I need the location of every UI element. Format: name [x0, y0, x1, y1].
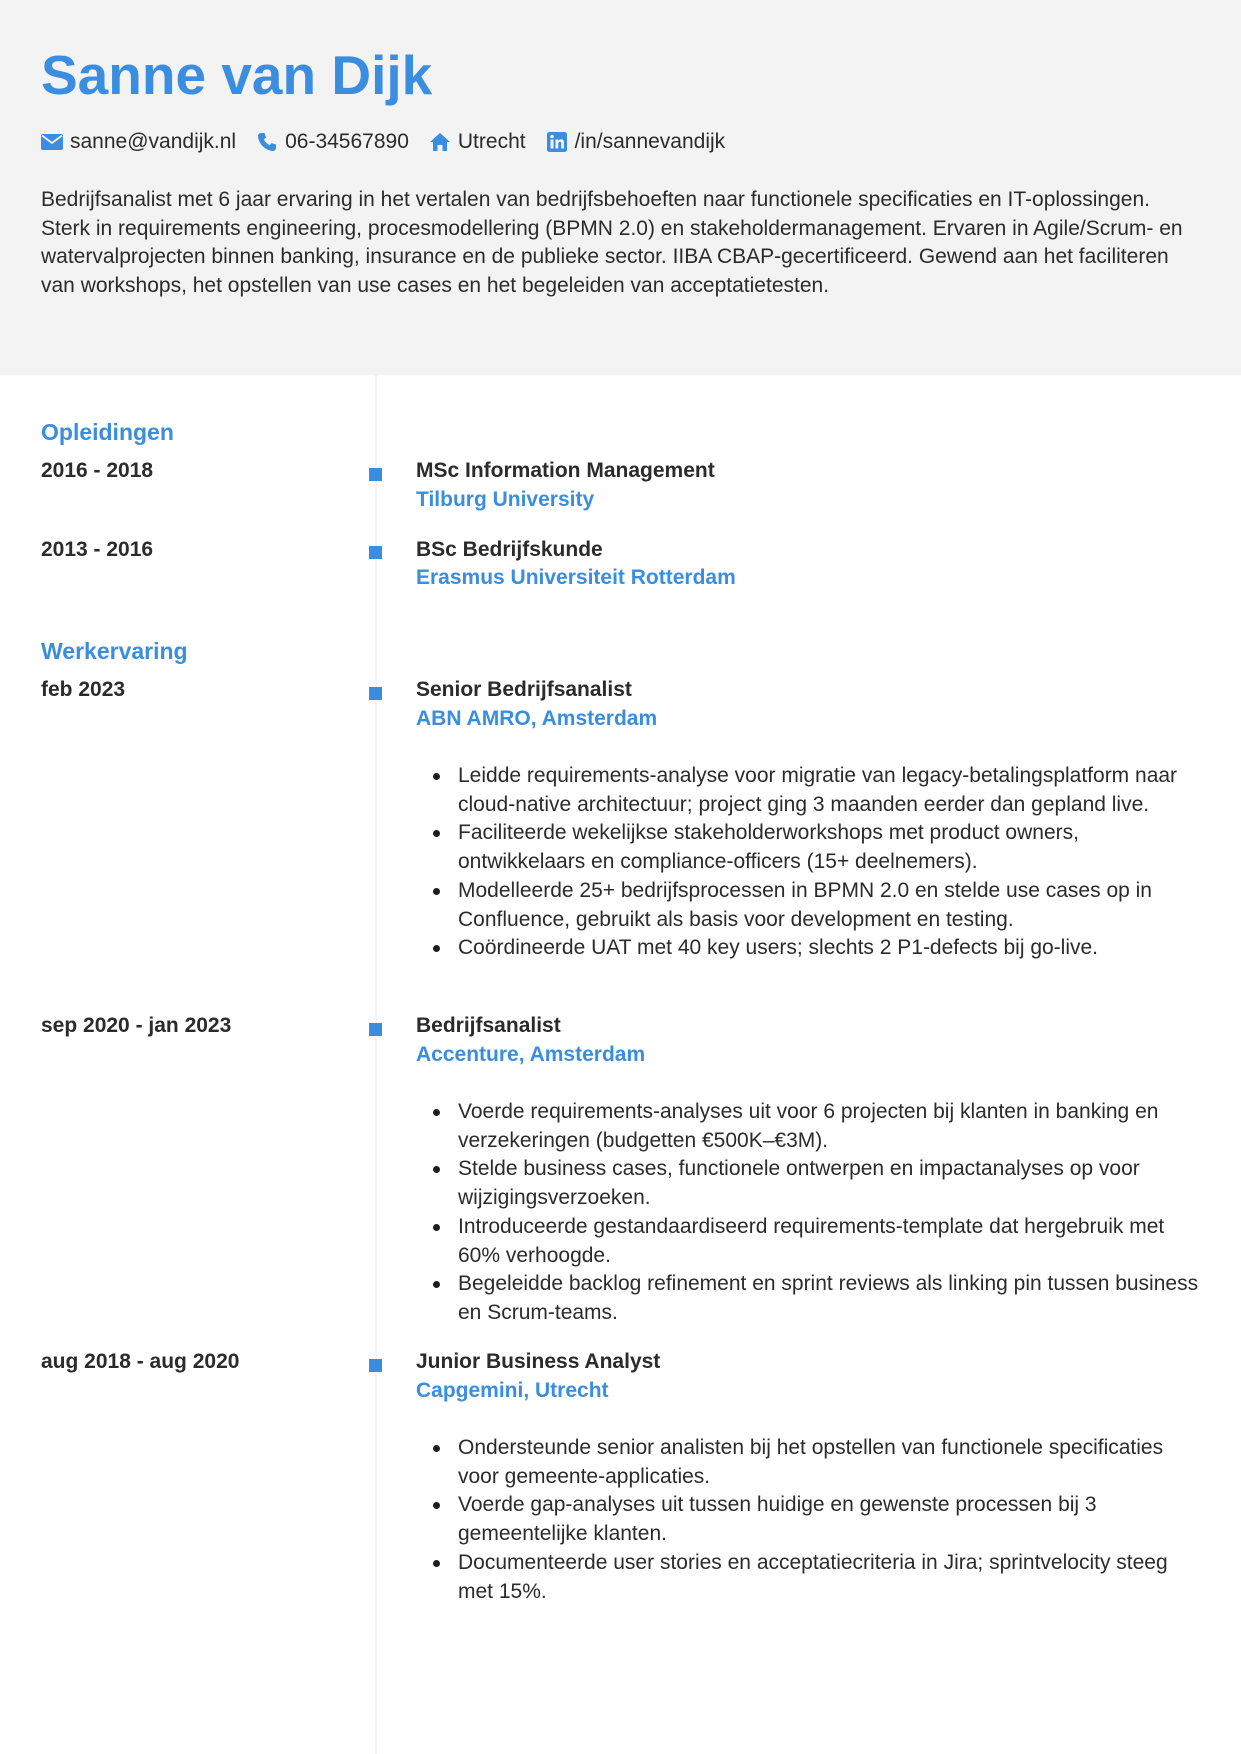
job-period: feb 2023: [41, 678, 126, 701]
job-period: sep 2020 - jan 2023: [41, 1014, 232, 1037]
education-period: 2016 - 2018: [41, 459, 154, 482]
timeline-marker: [369, 546, 382, 559]
list-item: Begeleidde backlog refinement en sprint reviews als linking pin tussen business en Scrum-teams.: [416, 1270, 1206, 1327]
city-text: Utrecht: [457, 130, 526, 153]
contact-city: [429, 130, 526, 154]
job-company: ABN AMRO, Amsterdam: [416, 707, 658, 730]
job-role: Junior Business Analyst: [416, 1350, 661, 1373]
envelope-icon: [41, 131, 63, 153]
contact-linkedin[interactable]: [546, 130, 726, 154]
contact-email[interactable]: [41, 130, 236, 154]
education-degree: MSc Information Management: [416, 459, 715, 482]
timeline-marker: [369, 687, 382, 700]
phone-text: 06-34567890: [285, 130, 409, 153]
timeline-marker: [369, 468, 382, 481]
phone-icon: [256, 131, 278, 153]
list-item: Introduceerde gestandaardiseerd requirements-template dat hergebruik met 60% verhoogde.: [416, 1213, 1206, 1270]
list-item: Stelde business cases, functionele ontwerpen en impactanalyses op voor wijzigingsverzoeken.: [416, 1155, 1206, 1212]
education-school: Erasmus Universiteit Rotterdam: [416, 566, 736, 589]
list-item: Faciliteerde wekelijkse stakeholderworkshops met product owners, ontwikkelaars en compliance-officers (15+ deelnemers).: [416, 819, 1206, 876]
job-achievements: [416, 1098, 1206, 1328]
contact-bar: [41, 126, 745, 158]
timeline-marker: [369, 1023, 382, 1036]
job-company: Capgemini, Utrecht: [416, 1379, 609, 1402]
experience-heading: Werkervaring: [41, 638, 188, 664]
education-heading: Opleidingen: [41, 419, 174, 445]
timeline-divider: [375, 375, 377, 1754]
job-period: aug 2018 - aug 2020: [41, 1350, 240, 1373]
job-role: Bedrijfsanalist: [416, 1014, 561, 1037]
list-item: Modelleerde 25+ bedrijfsprocessen in BPMN 2.0 en stelde use cases op in Confluence, gebruikt als basis voor development en testing.: [416, 877, 1206, 934]
linkedin-text: /in/sannevandijk: [574, 130, 726, 153]
job-role: Senior Bedrijfsanalist: [416, 678, 632, 701]
profile-summary: Bedrijfsanalist met 6 jaar ervaring in het vertalen van bedrijfsbehoeften naar functionele specificaties en IT-oplossingen. Sterk in requirements engineering, procesmodellering (BPMN 2.0) en stakeholdermanagement. Ervaren in Agile/Scrum- en watervalprojecten binnen banking, insurance en de publieke sector. IIBA CBAP-gecertificeerd. Gewend aan het faciliteren van workshops, het opstellen van use cases en het begeleiden van acceptatietesten.: [41, 188, 1183, 298]
home-icon: [429, 131, 451, 153]
contact-phone[interactable]: [256, 130, 409, 154]
candidate-name: Sanne van Dijk: [41, 44, 433, 106]
email-text: sanne@vandijk.nl: [70, 130, 237, 153]
education-school: Tilburg University: [416, 488, 595, 511]
job-achievements: [416, 762, 1206, 963]
list-item: Voerde gap-analyses uit tussen huidige en gewenste processen bij 3 gemeentelijke klanten.: [416, 1491, 1206, 1548]
list-item: Voerde requirements-analyses uit voor 6 projecten bij klanten in banking en verzekeringen (budgetten €500K–€3M).: [416, 1098, 1206, 1155]
list-item: Coördineerde UAT met 40 key users; slechts 2 P1-defects bij go-live.: [416, 934, 1206, 963]
header: [0, 0, 1241, 375]
list-item: Documenteerde user stories en acceptatiecriteria in Jira; sprintvelocity steeg met 15%.: [416, 1549, 1206, 1606]
linkedin-icon: [546, 131, 568, 153]
list-item: Leidde requirements-analyse voor migratie van legacy-betalingsplatform naar cloud-native architectuur; project ging 3 maanden eerder dan gepland live.: [416, 762, 1206, 819]
education-period: 2013 - 2016: [41, 538, 154, 561]
list-item: Ondersteunde senior analisten bij het opstellen van functionele specificaties voor gemeente-applicaties.: [416, 1434, 1206, 1491]
job-achievements: [416, 1434, 1206, 1606]
timeline-marker: [369, 1359, 382, 1372]
job-company: Accenture, Amsterdam: [416, 1043, 646, 1066]
education-degree: BSc Bedrijfskunde: [416, 538, 603, 561]
